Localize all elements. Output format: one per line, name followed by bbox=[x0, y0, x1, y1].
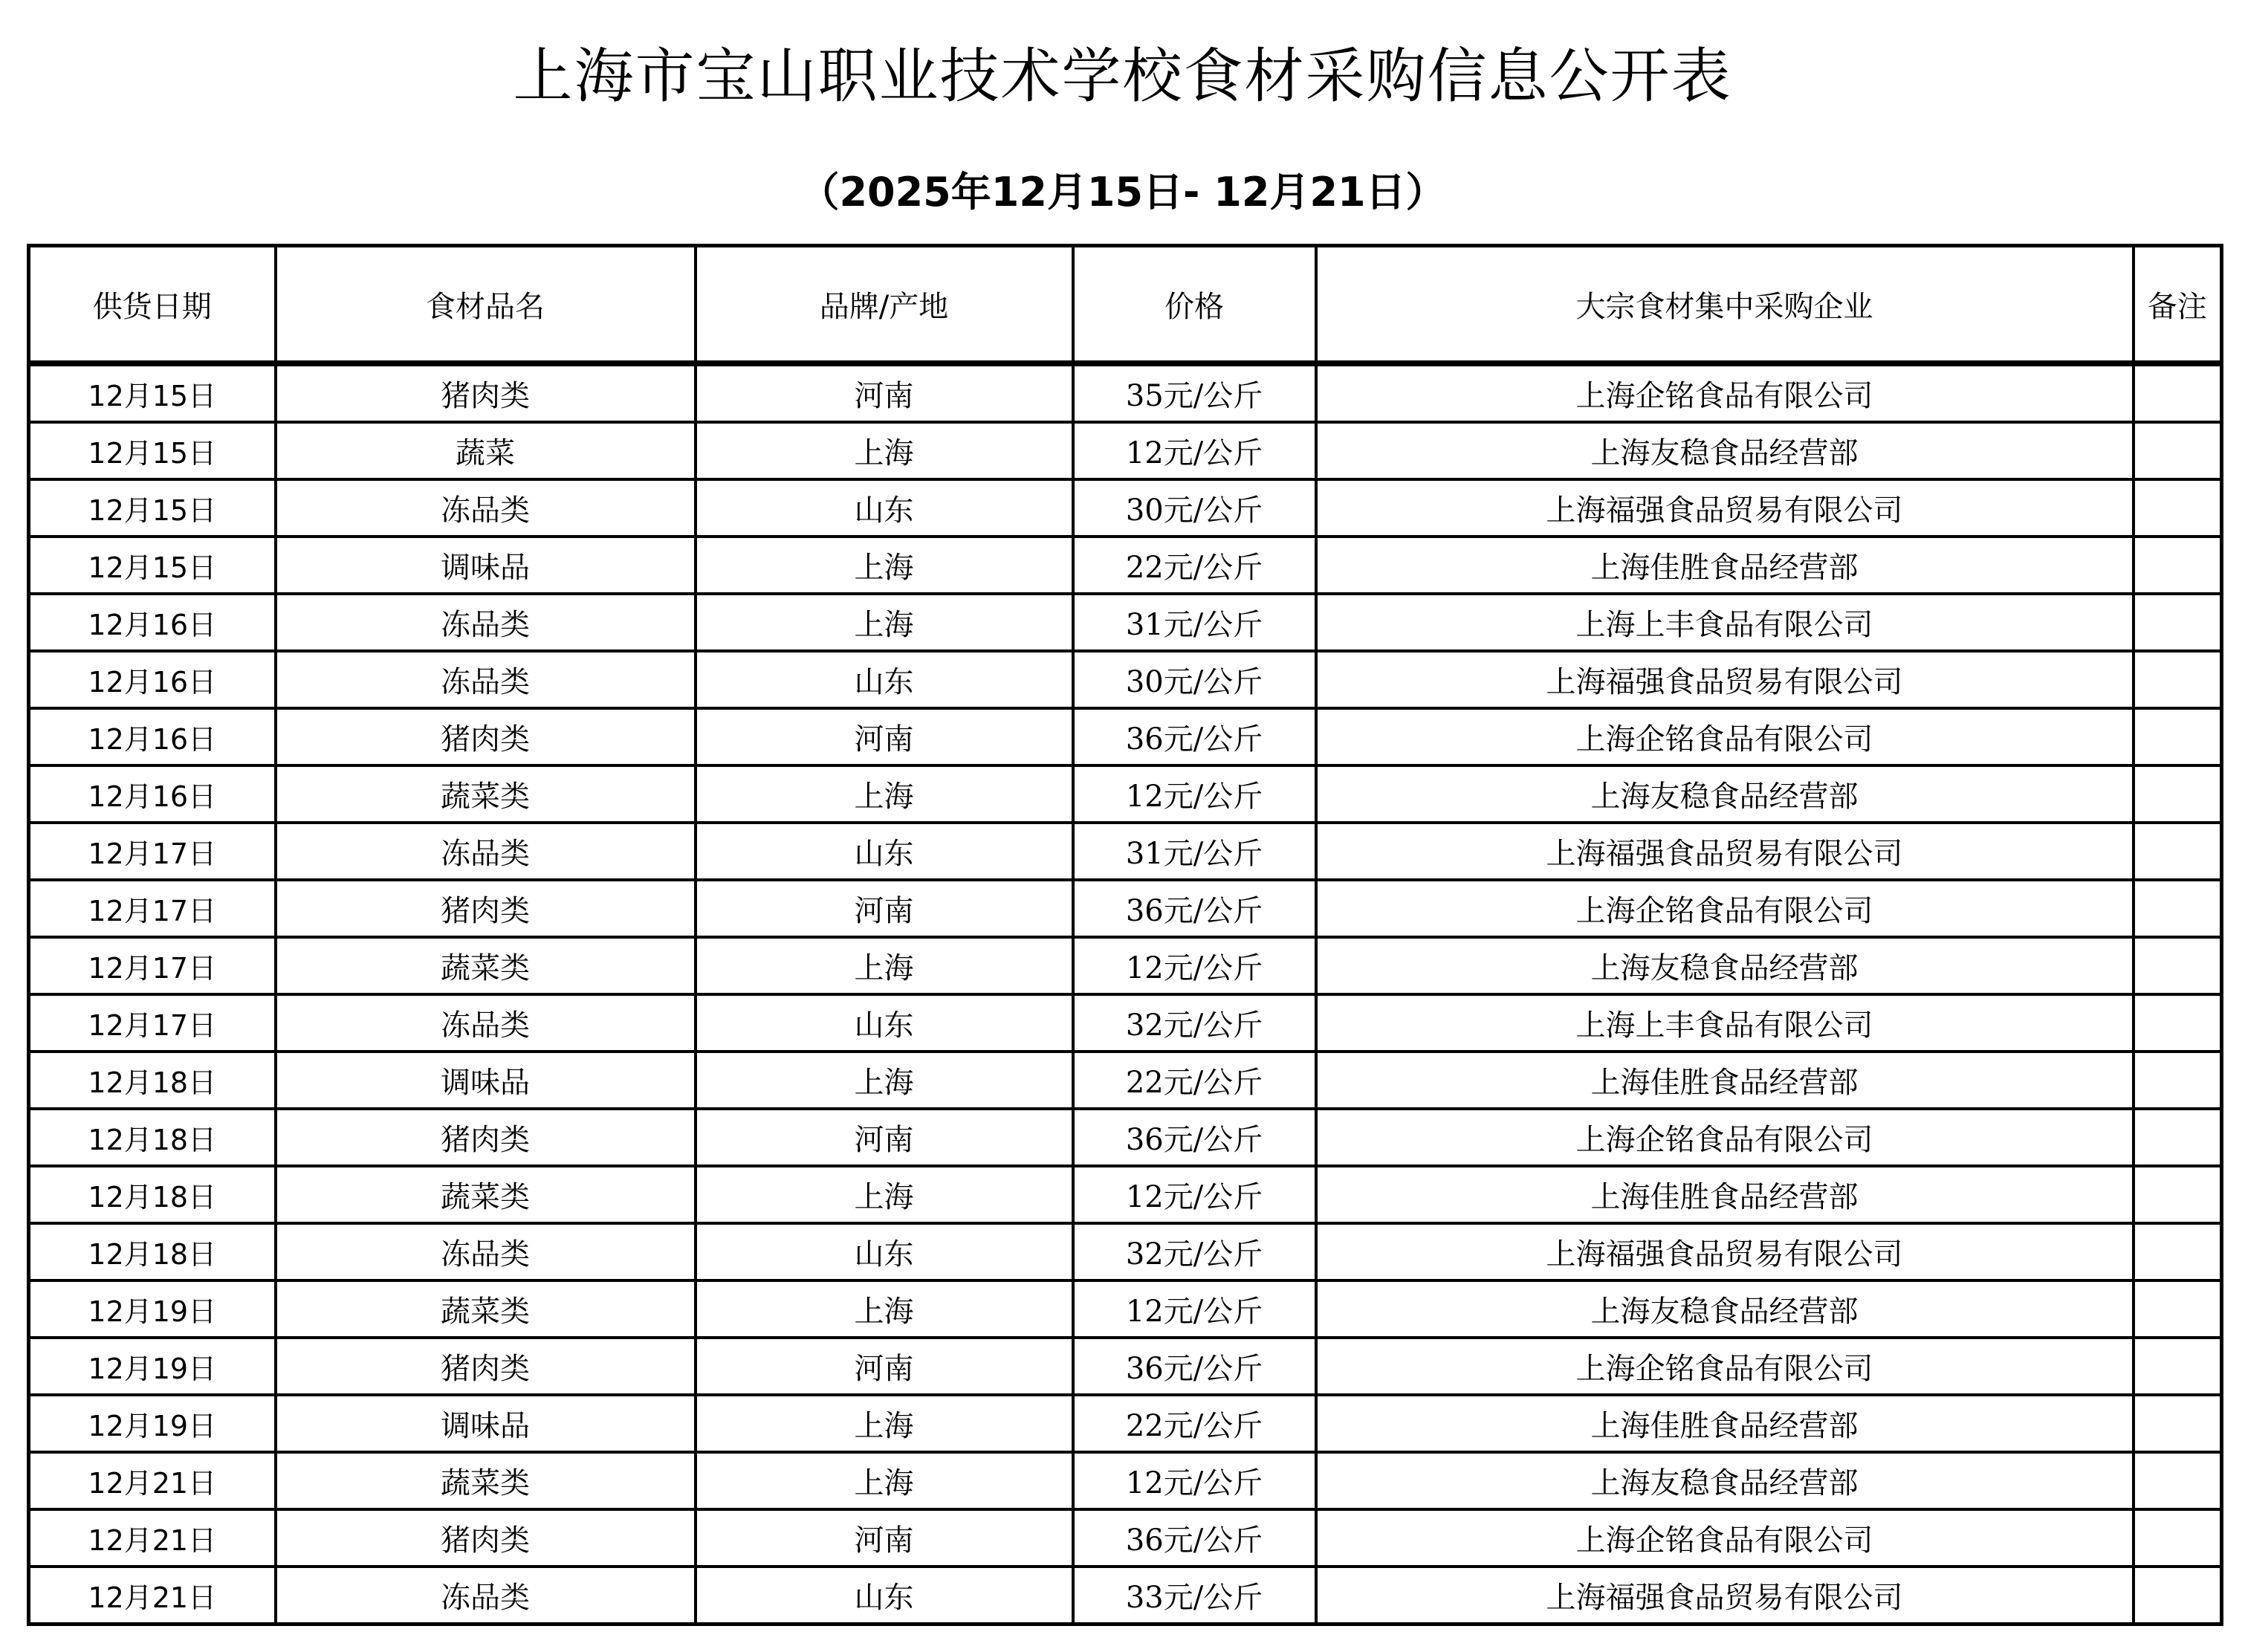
cell-note bbox=[2134, 1395, 2222, 1452]
cell-item-name: 蔬菜类 bbox=[276, 1280, 696, 1338]
table-row bbox=[29, 823, 2222, 880]
table-row bbox=[29, 1109, 2222, 1166]
cell-brand-origin: 上海 bbox=[696, 765, 1073, 823]
cell-supplier: 上海佳胜食品经营部 bbox=[1316, 1395, 2134, 1452]
cell-supply-date: 12月19日 bbox=[29, 1280, 276, 1338]
cell-price: 22元/公斤 bbox=[1073, 1052, 1316, 1109]
cell-supply-date: 12月18日 bbox=[29, 1166, 276, 1223]
cell-supply-date: 12月17日 bbox=[29, 937, 276, 994]
cell-supplier: 上海友稳食品经营部 bbox=[1316, 422, 2134, 479]
cell-note bbox=[2134, 1567, 2222, 1625]
table-row bbox=[29, 479, 2222, 537]
cell-supplier: 上海佳胜食品经营部 bbox=[1316, 1166, 2134, 1223]
cell-note bbox=[2134, 937, 2222, 994]
table-row bbox=[29, 994, 2222, 1052]
cell-supplier: 上海福强食品贸易有限公司 bbox=[1316, 823, 2134, 880]
cell-item-name: 猪肉类 bbox=[276, 1338, 696, 1395]
cell-supply-date: 12月15日 bbox=[29, 422, 276, 479]
cell-price: 36元/公斤 bbox=[1073, 880, 1316, 937]
cell-note bbox=[2134, 651, 2222, 708]
cell-item-name: 冻品类 bbox=[276, 594, 696, 651]
cell-brand-origin: 上海 bbox=[696, 422, 1073, 479]
header-brand-origin: 品牌/产地 bbox=[696, 246, 1073, 364]
cell-supplier: 上海企铭食品有限公司 bbox=[1316, 1109, 2134, 1166]
cell-price: 12元/公斤 bbox=[1073, 422, 1316, 479]
cell-item-name: 冻品类 bbox=[276, 1567, 696, 1625]
cell-item-name: 调味品 bbox=[276, 1052, 696, 1109]
cell-supply-date: 12月16日 bbox=[29, 708, 276, 765]
cell-item-name: 蔬菜类 bbox=[276, 765, 696, 823]
cell-supplier: 上海企铭食品有限公司 bbox=[1316, 1338, 2134, 1395]
table-row bbox=[29, 1223, 2222, 1280]
header-price: 价格 bbox=[1073, 246, 1316, 364]
cell-price: 12元/公斤 bbox=[1073, 1280, 1316, 1338]
cell-note bbox=[2134, 1452, 2222, 1509]
cell-price: 12元/公斤 bbox=[1073, 765, 1316, 823]
cell-price: 32元/公斤 bbox=[1073, 994, 1316, 1052]
cell-brand-origin: 上海 bbox=[696, 1395, 1073, 1452]
cell-item-name: 调味品 bbox=[276, 1395, 696, 1452]
cell-note bbox=[2134, 479, 2222, 537]
table-row bbox=[29, 1452, 2222, 1509]
cell-price: 30元/公斤 bbox=[1073, 479, 1316, 537]
cell-brand-origin: 上海 bbox=[696, 537, 1073, 594]
cell-supplier: 上海佳胜食品经营部 bbox=[1316, 1052, 2134, 1109]
cell-supply-date: 12月19日 bbox=[29, 1338, 276, 1395]
table-row bbox=[29, 1509, 2222, 1567]
cell-supply-date: 12月16日 bbox=[29, 594, 276, 651]
cell-item-name: 猪肉类 bbox=[276, 880, 696, 937]
cell-brand-origin: 上海 bbox=[696, 1166, 1073, 1223]
cell-supplier: 上海企铭食品有限公司 bbox=[1316, 1509, 2134, 1567]
table-row bbox=[29, 1052, 2222, 1109]
table-row bbox=[29, 765, 2222, 823]
cell-brand-origin: 山东 bbox=[696, 651, 1073, 708]
cell-item-name: 猪肉类 bbox=[276, 1509, 696, 1567]
cell-supply-date: 12月15日 bbox=[29, 479, 276, 537]
cell-supply-date: 12月18日 bbox=[29, 1109, 276, 1166]
cell-brand-origin: 上海 bbox=[696, 1280, 1073, 1338]
cell-note bbox=[2134, 594, 2222, 651]
cell-supplier: 上海企铭食品有限公司 bbox=[1316, 880, 2134, 937]
cell-supplier: 上海企铭食品有限公司 bbox=[1316, 363, 2134, 422]
cell-supplier: 上海上丰食品有限公司 bbox=[1316, 594, 2134, 651]
cell-supplier: 上海佳胜食品经营部 bbox=[1316, 537, 2134, 594]
cell-supplier: 上海友稳食品经营部 bbox=[1316, 765, 2134, 823]
cell-price: 33元/公斤 bbox=[1073, 1567, 1316, 1625]
cell-item-name: 猪肉类 bbox=[276, 1109, 696, 1166]
table-row bbox=[29, 1567, 2222, 1625]
cell-supplier: 上海福强食品贸易有限公司 bbox=[1316, 651, 2134, 708]
procurement-table-container bbox=[27, 244, 2220, 1626]
cell-supplier: 上海福强食品贸易有限公司 bbox=[1316, 1223, 2134, 1280]
cell-brand-origin: 山东 bbox=[696, 994, 1073, 1052]
cell-note bbox=[2134, 765, 2222, 823]
cell-supplier: 上海友稳食品经营部 bbox=[1316, 1280, 2134, 1338]
cell-note bbox=[2134, 1052, 2222, 1109]
table-row bbox=[29, 937, 2222, 994]
cell-brand-origin: 河南 bbox=[696, 880, 1073, 937]
cell-supply-date: 12月18日 bbox=[29, 1223, 276, 1280]
table-row bbox=[29, 708, 2222, 765]
cell-brand-origin: 河南 bbox=[696, 708, 1073, 765]
header-item-name: 食材品名 bbox=[276, 246, 696, 364]
cell-note bbox=[2134, 1509, 2222, 1567]
cell-price: 22元/公斤 bbox=[1073, 1395, 1316, 1452]
date-range-subtitle: （2025年12月15日- 12月21日） bbox=[799, 169, 1446, 216]
cell-supply-date: 12月21日 bbox=[29, 1509, 276, 1567]
cell-brand-origin: 上海 bbox=[696, 1052, 1073, 1109]
table-body bbox=[29, 363, 2222, 1625]
header-note: 备注 bbox=[2134, 246, 2222, 364]
cell-price: 31元/公斤 bbox=[1073, 594, 1316, 651]
procurement-table bbox=[27, 244, 2223, 1626]
cell-supply-date: 12月16日 bbox=[29, 765, 276, 823]
cell-price: 22元/公斤 bbox=[1073, 537, 1316, 594]
cell-price: 30元/公斤 bbox=[1073, 651, 1316, 708]
page-title: 上海市宝山职业技术学校食材采购信息公开表 bbox=[513, 42, 1732, 111]
cell-item-name: 猪肉类 bbox=[276, 363, 696, 422]
header-supply-date: 供货日期 bbox=[29, 246, 276, 364]
table-row bbox=[29, 651, 2222, 708]
table-row bbox=[29, 537, 2222, 594]
cell-item-name: 蔬菜类 bbox=[276, 1166, 696, 1223]
cell-item-name: 猪肉类 bbox=[276, 708, 696, 765]
cell-item-name: 调味品 bbox=[276, 537, 696, 594]
cell-note bbox=[2134, 708, 2222, 765]
cell-supply-date: 12月17日 bbox=[29, 994, 276, 1052]
cell-price: 36元/公斤 bbox=[1073, 708, 1316, 765]
cell-brand-origin: 上海 bbox=[696, 937, 1073, 994]
cell-item-name: 冻品类 bbox=[276, 1223, 696, 1280]
table-row bbox=[29, 594, 2222, 651]
cell-note bbox=[2134, 880, 2222, 937]
cell-price: 36元/公斤 bbox=[1073, 1109, 1316, 1166]
cell-supplier: 上海福强食品贸易有限公司 bbox=[1316, 1567, 2134, 1625]
cell-brand-origin: 山东 bbox=[696, 1223, 1073, 1280]
cell-brand-origin: 河南 bbox=[696, 1109, 1073, 1166]
cell-brand-origin: 山东 bbox=[696, 479, 1073, 537]
table-row bbox=[29, 1280, 2222, 1338]
cell-brand-origin: 山东 bbox=[696, 1567, 1073, 1625]
cell-brand-origin: 河南 bbox=[696, 1338, 1073, 1395]
table-row bbox=[29, 1395, 2222, 1452]
table-header-row bbox=[29, 246, 2222, 364]
cell-brand-origin: 上海 bbox=[696, 594, 1073, 651]
cell-item-name: 蔬菜类 bbox=[276, 937, 696, 994]
cell-supplier: 上海上丰食品有限公司 bbox=[1316, 994, 2134, 1052]
cell-item-name: 冻品类 bbox=[276, 651, 696, 708]
table-row bbox=[29, 1338, 2222, 1395]
cell-supplier: 上海企铭食品有限公司 bbox=[1316, 708, 2134, 765]
cell-note bbox=[2134, 823, 2222, 880]
cell-price: 12元/公斤 bbox=[1073, 937, 1316, 994]
table-row bbox=[29, 1166, 2222, 1223]
header-supplier: 大宗食材集中采购企业 bbox=[1316, 246, 2134, 364]
cell-note bbox=[2134, 537, 2222, 594]
cell-price: 32元/公斤 bbox=[1073, 1223, 1316, 1280]
cell-note bbox=[2134, 1109, 2222, 1166]
cell-supply-date: 12月21日 bbox=[29, 1452, 276, 1509]
cell-note bbox=[2134, 1338, 2222, 1395]
cell-supplier: 上海友稳食品经营部 bbox=[1316, 937, 2134, 994]
cell-price: 12元/公斤 bbox=[1073, 1452, 1316, 1509]
cell-price: 36元/公斤 bbox=[1073, 1509, 1316, 1567]
cell-item-name: 冻品类 bbox=[276, 994, 696, 1052]
cell-brand-origin: 河南 bbox=[696, 1509, 1073, 1567]
cell-brand-origin: 上海 bbox=[696, 1452, 1073, 1509]
cell-supply-date: 12月17日 bbox=[29, 880, 276, 937]
table-row bbox=[29, 363, 2222, 422]
cell-note bbox=[2134, 363, 2222, 422]
table-row bbox=[29, 422, 2222, 479]
cell-supplier: 上海福强食品贸易有限公司 bbox=[1316, 479, 2134, 537]
cell-note bbox=[2134, 1280, 2222, 1338]
cell-brand-origin: 山东 bbox=[696, 823, 1073, 880]
cell-supply-date: 12月15日 bbox=[29, 537, 276, 594]
table-row bbox=[29, 880, 2222, 937]
cell-item-name: 蔬菜 bbox=[276, 422, 696, 479]
cell-note bbox=[2134, 422, 2222, 479]
cell-supply-date: 12月16日 bbox=[29, 651, 276, 708]
cell-price: 35元/公斤 bbox=[1073, 363, 1316, 422]
cell-supply-date: 12月15日 bbox=[29, 363, 276, 422]
cell-price: 31元/公斤 bbox=[1073, 823, 1316, 880]
cell-item-name: 冻品类 bbox=[276, 479, 696, 537]
cell-supply-date: 12月21日 bbox=[29, 1567, 276, 1625]
cell-brand-origin: 河南 bbox=[696, 363, 1073, 422]
cell-price: 36元/公斤 bbox=[1073, 1338, 1316, 1395]
cell-price: 12元/公斤 bbox=[1073, 1166, 1316, 1223]
cell-item-name: 蔬菜类 bbox=[276, 1452, 696, 1509]
cell-supply-date: 12月17日 bbox=[29, 823, 276, 880]
cell-note bbox=[2134, 1166, 2222, 1223]
cell-supply-date: 12月19日 bbox=[29, 1395, 276, 1452]
cell-supplier: 上海友稳食品经营部 bbox=[1316, 1452, 2134, 1509]
cell-note bbox=[2134, 994, 2222, 1052]
cell-supply-date: 12月18日 bbox=[29, 1052, 276, 1109]
cell-note bbox=[2134, 1223, 2222, 1280]
cell-item-name: 冻品类 bbox=[276, 823, 696, 880]
